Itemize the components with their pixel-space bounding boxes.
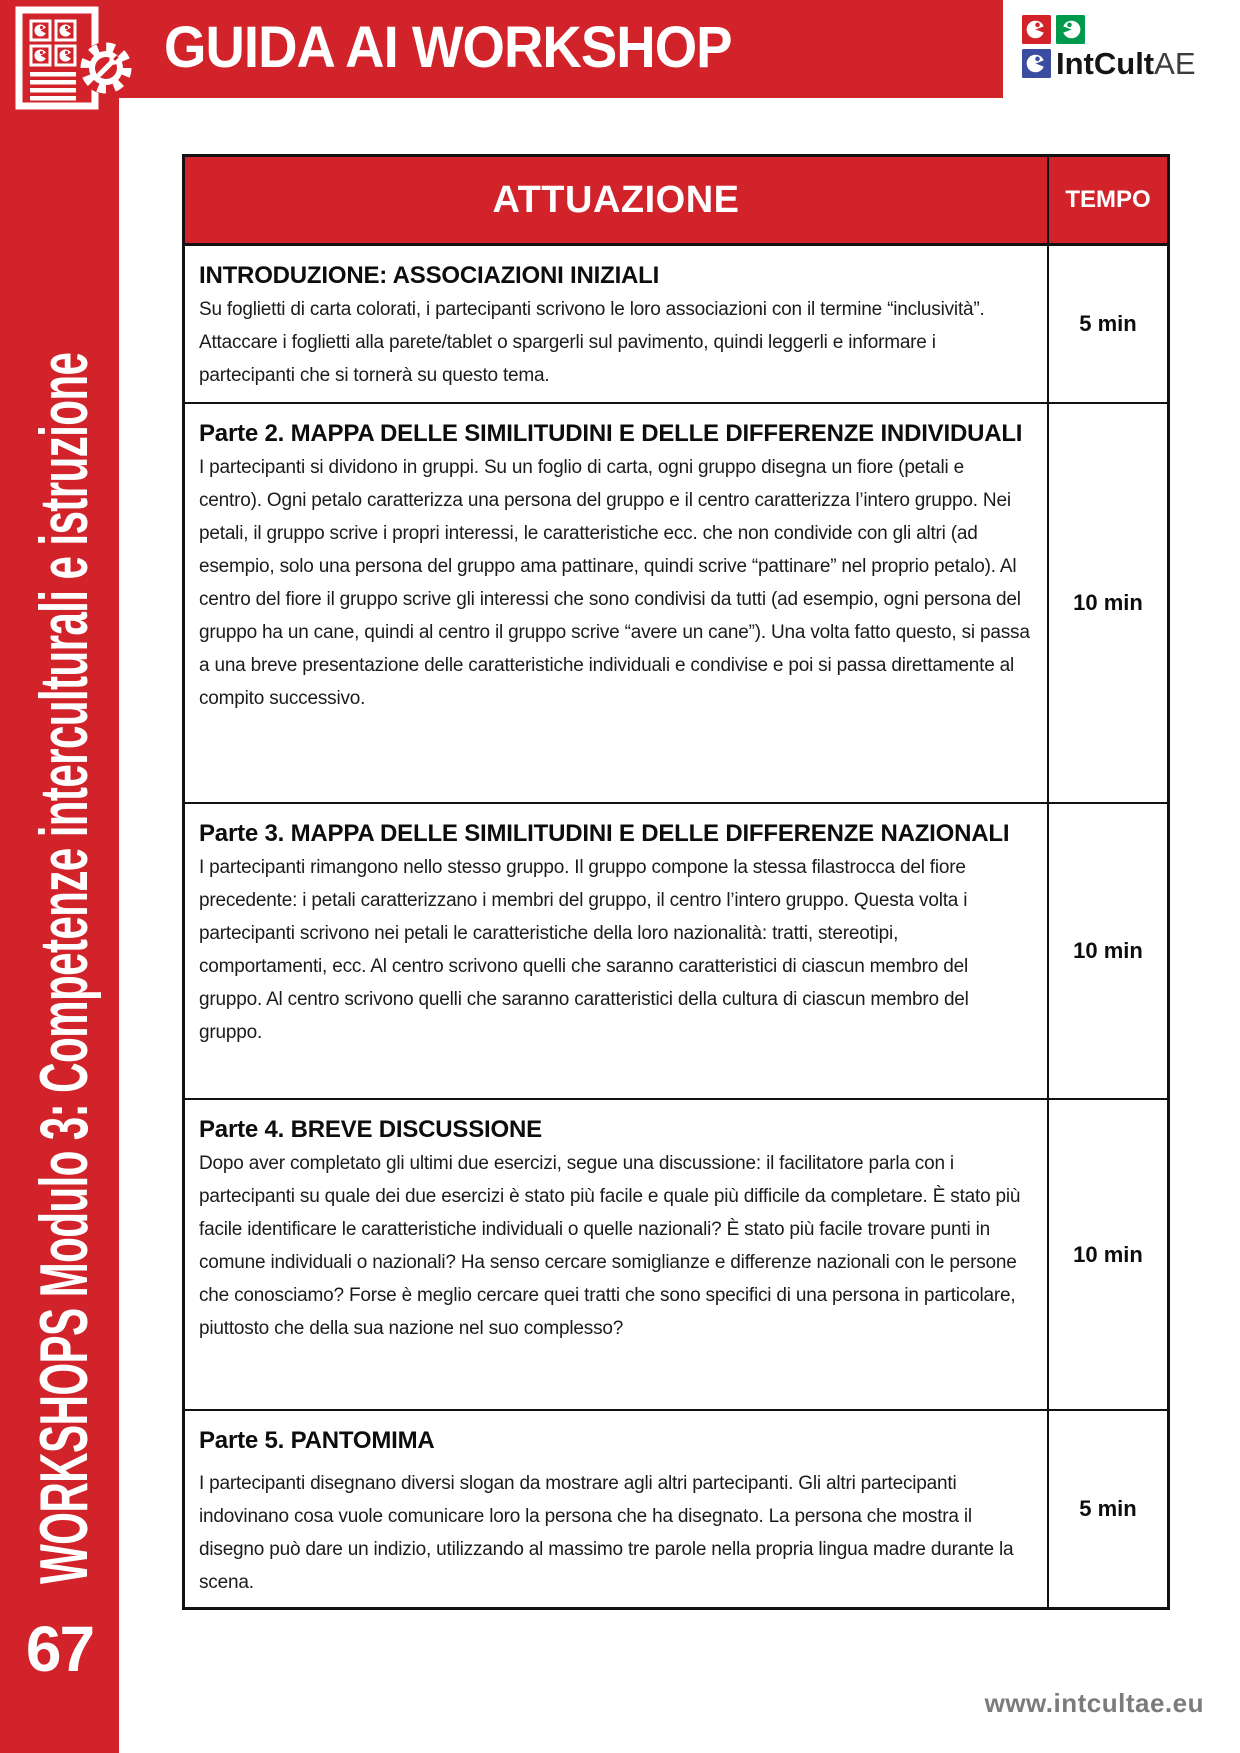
activity-cell xyxy=(185,246,1049,402)
tempo-value: 10 min xyxy=(1073,938,1143,963)
table-row xyxy=(185,1100,1167,1411)
activity-description: I partecipanti rimangono nello stesso gruppo. Il gruppo compone la stessa filastrocca del fiore precedente: i petali caratterizzano i membri del gruppo, il centro l’intero gruppo. Questa volta i partecipanti scrivono nei petali le caratteristiche della loro nazionalità: tratti, stereotipi, comportamenti, ecc. Al centro scrivono quelli che saranno caratteristici di ciascun membro del gruppo. Al centro scrivono quelli che saranno caratteristici della cultura di ciascun membro del gruppo. xyxy=(199,857,969,1043)
column-header-tempo: TEMPO xyxy=(1065,186,1151,213)
workshop-guide-icon xyxy=(14,6,138,110)
activity-heading: Parte 2. MAPPA DELLE SIMILITUDINI E DELLE DIFFERENZE INDIVIDUALI xyxy=(199,420,1023,447)
attuazione-table xyxy=(182,154,1170,1610)
tempo-value: 10 min xyxy=(1073,590,1143,615)
document-gear-icon xyxy=(14,6,138,110)
logo-blue-square-icon xyxy=(1022,49,1051,78)
table-row xyxy=(185,804,1167,1100)
activity-cell xyxy=(185,804,1049,1098)
table-header-row xyxy=(185,157,1167,246)
sidebar-vertical-title: WORKSHOPS Modulo 3: Competenze interculturali e istruzione xyxy=(26,352,102,1585)
table-row xyxy=(185,1411,1167,1607)
activity-heading: Parte 4. BREVE DISCUSSIONE xyxy=(199,1116,542,1143)
column-header-attuazione: ATTUAZIONE xyxy=(185,157,1049,243)
logo-wordmark xyxy=(1056,46,1196,81)
logo-text-bold: IntCult xyxy=(1056,46,1155,81)
tempo-value: 5 min xyxy=(1079,1496,1137,1521)
activity-heading: Parte 5. PANTOMIMA xyxy=(199,1427,435,1454)
table-row xyxy=(185,404,1167,804)
tempo-value: 10 min xyxy=(1073,1241,1143,1267)
activity-heading: Parte 3. MAPPA DELLE SIMILITUDINI E DELLE DIFFERENZE NAZIONALI xyxy=(199,820,1010,847)
activity-description: I partecipanti disegnano diversi slogan da mostrare agli altri partecipanti. Gli altri partecipanti indovinano cosa vuole comunicare loro la persona che ha disegnato. La persona che mostra il disegno può dare un indizio, utilizzando al massimo tre parole nella propria lingua madre durante la scena. xyxy=(199,1473,1014,1593)
activity-cell xyxy=(185,404,1049,802)
logo-red-square-icon xyxy=(1022,15,1051,44)
activity-description: Su foglietti di carta colorati, i partecipanti scrivono le loro associazioni con il termine “inclusività”. Attaccare i foglietti alla parete/tablet o spargerli sul pavimento, quindi leggerli e informare i partecipanti che si tornerà su questo tema. xyxy=(199,299,985,386)
footer-website: www.intcultae.eu xyxy=(984,1688,1204,1718)
logo-green-square-icon xyxy=(1056,15,1085,44)
activity-description: Dopo aver completato gli ultimi due esercizi, segue una discussione: il facilitatore parla con i partecipanti su quale dei due esercizi è stato più facile e quale più difficile da completare. È stato più facile identificare le caratteristiche individuali o quelle nazionali? È stato più facile trovare punti in comune individuali o nazionali? Ha senso cercare somiglianze e differenze nazionali con le persone che conosciamo? Forse è meglio cercare quei tratti che sono specifici di una persona in particolare, piuttosto che della sua nazione nel suo complesso? xyxy=(199,1153,1021,1339)
tempo-value: 5 min xyxy=(1079,311,1137,336)
activity-description: I partecipanti si dividono in gruppi. Su un foglio di carta, ogni gruppo disegna un fiore (petali e centro). Ogni petalo caratterizza una persona del gruppo e il centro caratterizza l’intero gruppo. Nei petali, il gruppo scrive i propri interessi, le caratteristiche ecc. che non condivide con gli altri (ad esempio, solo una persona del gruppo ama pattinare, quindi scrive “pattinare” nel proprio petalo). Al centro del fiore il gruppo scrive gli interessi che sono condivisi da tutti (ad esempio, ogni persona del gruppo ha un cane, quindi al centro il gruppo scrive “avere un cane”). Una volta fatto questo, si passa a una breve presentazione delle caratteristiche individuali e condivise e poi si passa direttamente al compito successivo. xyxy=(199,457,1030,709)
intcultae-logo xyxy=(1022,15,1196,81)
activity-cell xyxy=(185,1411,1049,1607)
activity-cell xyxy=(185,1100,1049,1409)
logo-text-light: AE xyxy=(1154,46,1196,81)
activity-heading: INTRODUZIONE: ASSOCIAZIONI INIZIALI xyxy=(199,262,660,289)
page-number: 67 xyxy=(25,1613,94,1685)
page-title: GUIDA AI WORKSHOP xyxy=(164,15,732,80)
table-row xyxy=(185,246,1167,404)
